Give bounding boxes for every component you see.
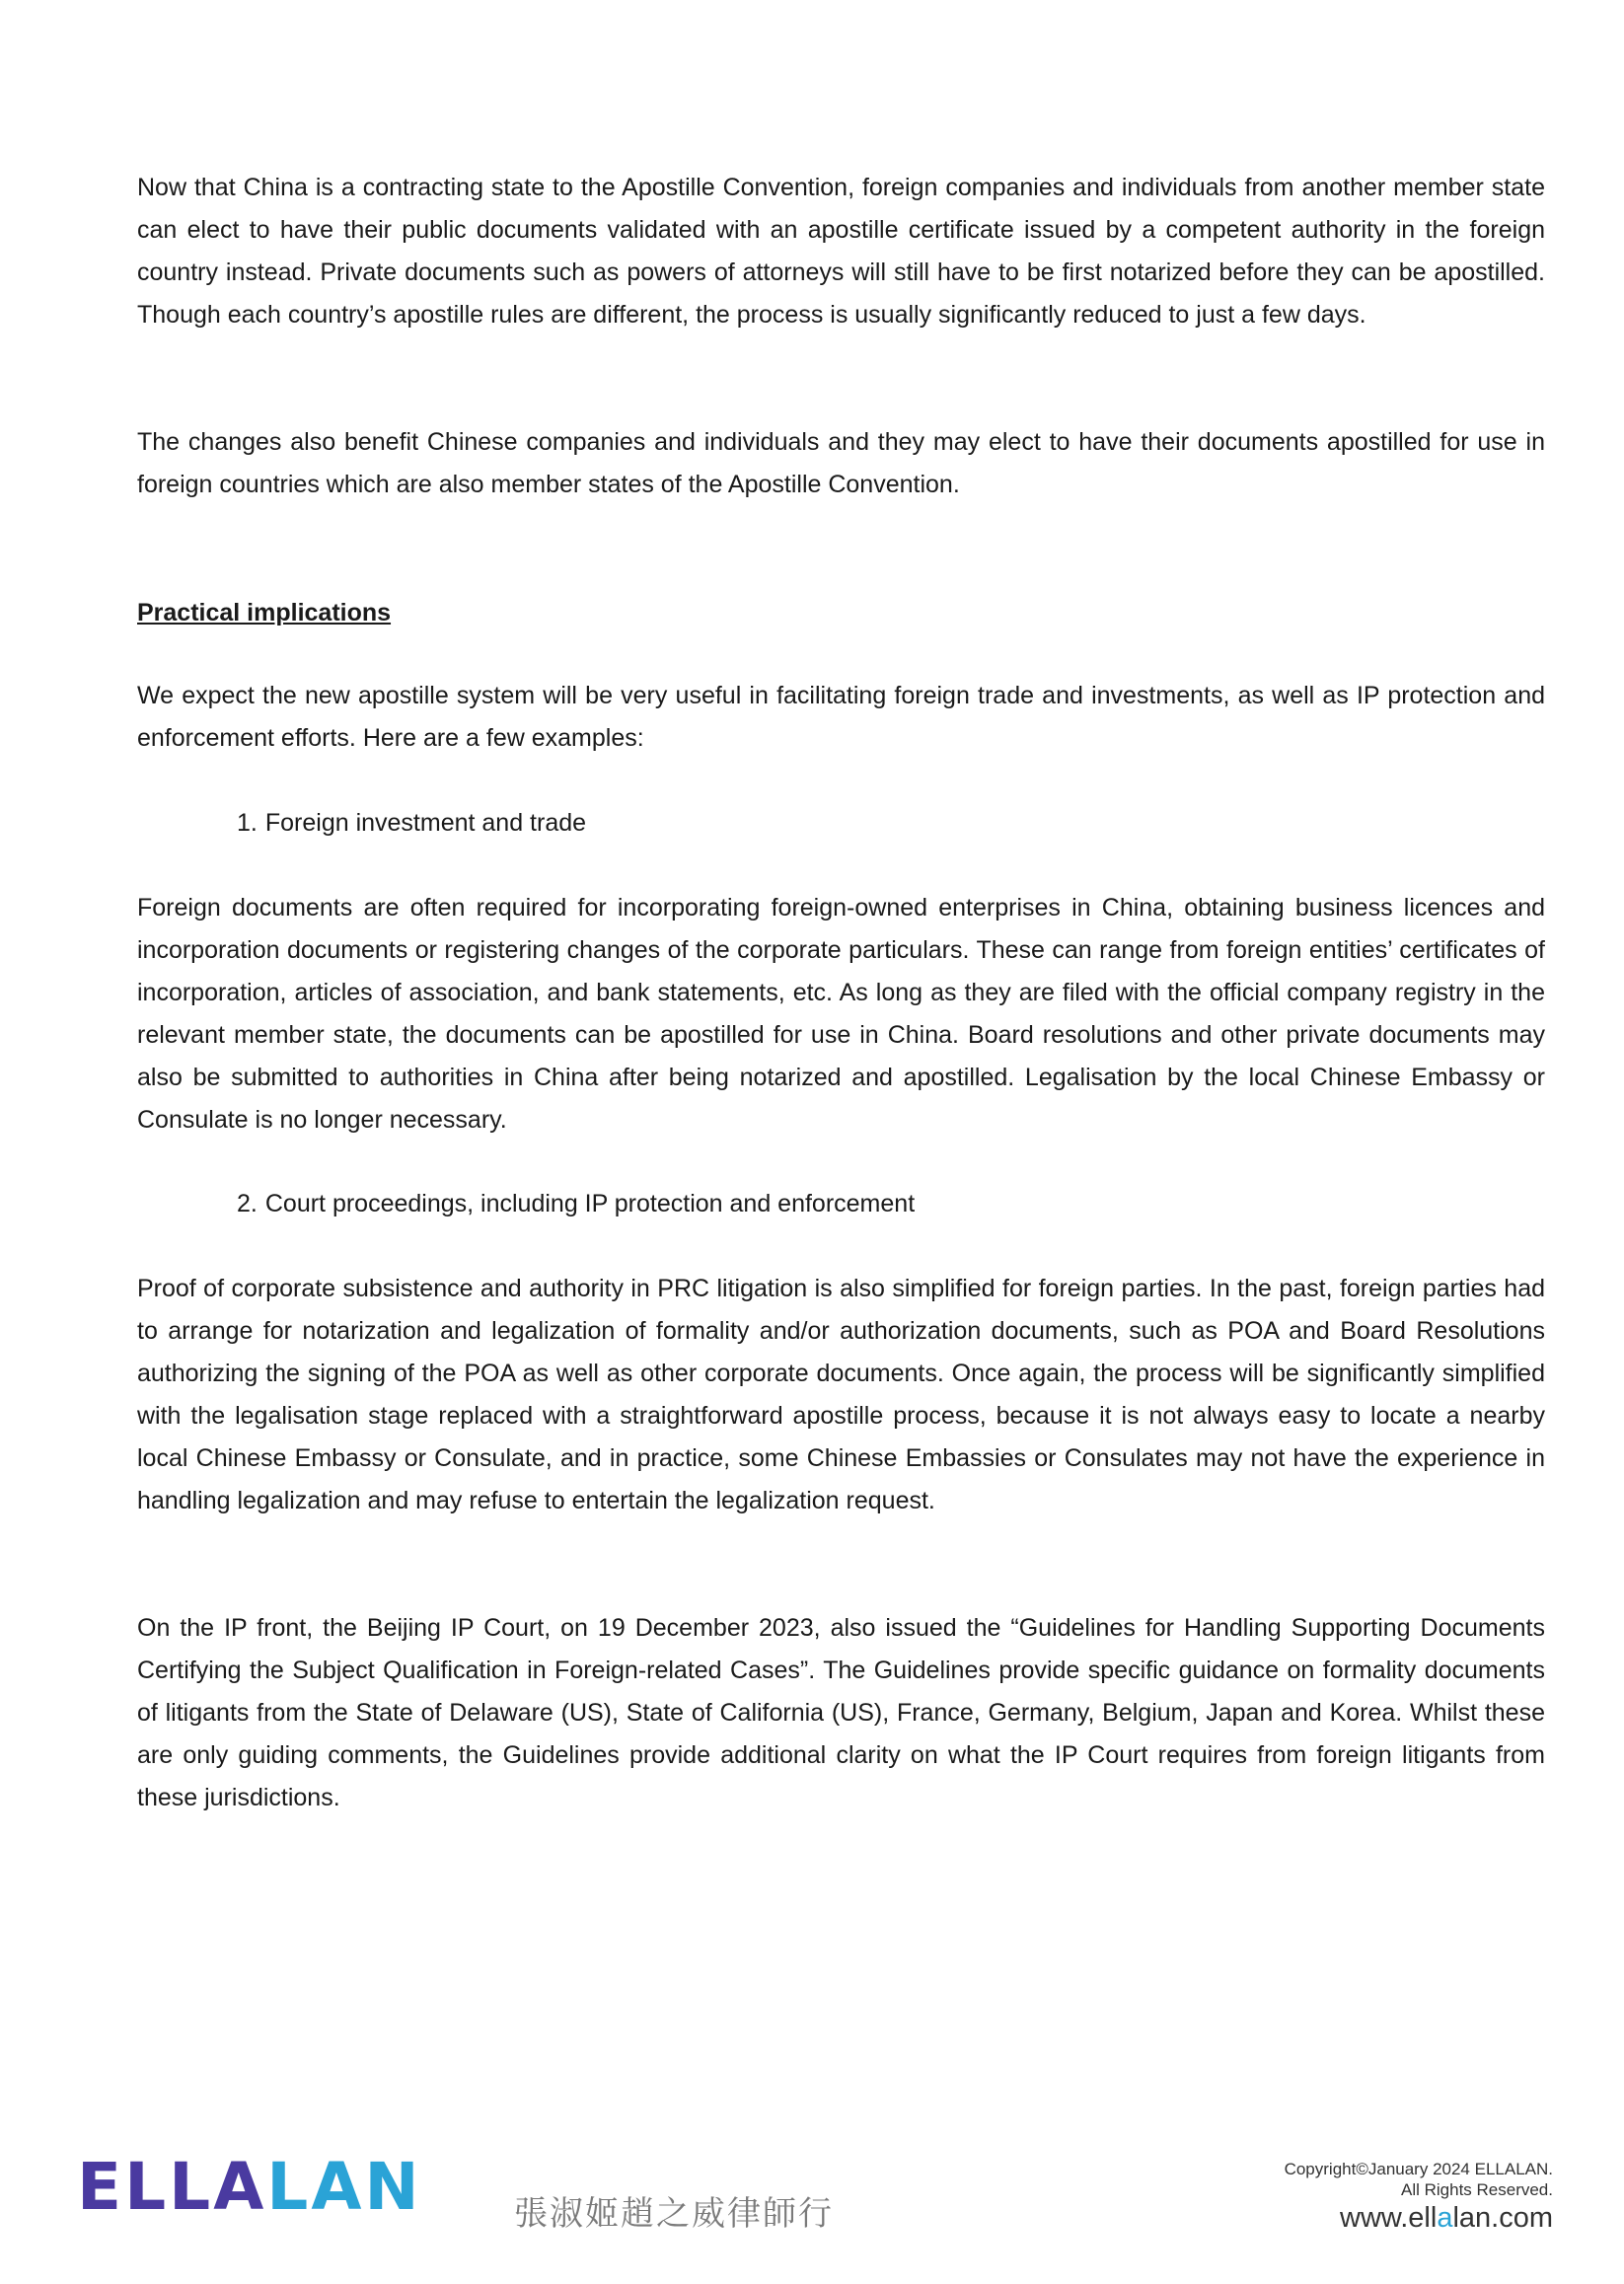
copyright-notice — [1285, 2159, 1553, 2200]
paragraph-foreign-investment: Foreign documents are often required for incorporating foreign-owned enterprises in China, obtaining business licences and incorporation documents or registering changes of the corporate particulars. These can range from foreign entities’ certificates of incorporation, articles of association, and bank statements, etc. As long as they are filed with the official company registry in the relevant member state, the documents can be apostilled for use in China. Board resolutions and other private documents may also be submitted to authorities in China after being notarized and apostilled. Legalisation by the local Chinese Embassy or Consulate is no longer necessary. — [137, 894, 1545, 1134]
paragraph-court-proceedings: Proof of corporate subsistence and authority in PRC litigation is also simplified for foreign parties. In the past, foreign parties had to arrange for notarization and legalization of formality and/or authorization documents, such as POA and Board Resolutions authorizing the signing of the POA as well as other corporate documents. Once again, the process will be significantly simplified with the legalisation stage replaced with a straightforward apostille process, because it is not always easy to locate a nearby local Chinese Embassy or Consulate, and in practice, some Chinese Embassies or Consulates may not have the experience in handling legalization and may refuse to entertain the legalization request. — [137, 1275, 1545, 1514]
list-item-1 — [237, 802, 586, 845]
paragraph-chinese-benefit: The changes also benefit Chinese companies and individuals and they may elect to have their documents apostilled for use in foreign countries which are also member states of the Apostille Convention. — [137, 428, 1545, 498]
list-number: 2. — [237, 1190, 258, 1217]
rights-line: All Rights Reserved. — [1400, 2180, 1553, 2199]
paragraph-ip-front: On the IP front, the Beijing IP Court, on 19 December 2023, also issued the “Guidelines for Handling Supporting Documents Certifying the Subject Qualification in Foreign-related Cases”. The Guidelines provide specific guidance on formality documents of litigants from the State of Delaware (US), State of California (US), France, Germany, Belgium, Japan and Korea. Whilst these are only guiding comments, the Guidelines provide additional clarity on what the IP Court requires from foreign litigants from these jurisdictions. — [137, 1614, 1545, 1811]
paragraph-intro-examples: We expect the new apostille system will be very useful in facilitating foreign trade and investments, as well as IP protection and enforcement efforts. Here are a few examples: — [137, 682, 1545, 752]
section-heading: Practical implications — [137, 599, 392, 626]
logo-wordmark: ELLALAN — [77, 2149, 422, 2225]
logo-chinese-name: 張淑姬趙之威律師行 — [514, 2194, 834, 2234]
ellalan-logo — [77, 2149, 422, 2225]
list-number: 1. — [237, 809, 258, 837]
list-item-2 — [237, 1183, 915, 1225]
list-label: Foreign investment and trade — [264, 809, 587, 837]
copyright-line: Copyright©January 2024 ELLALAN. — [1284, 2160, 1553, 2178]
website-link[interactable]: www.ellalan.com — [1340, 2202, 1553, 2234]
paragraph-apostille-overview: Now that China is a contracting state to the Apostille Convention, foreign companies and individuals from another member state can elect to have their public documents validated with an apostille certificate issued by a competent authority in the foreign country instead. Private documents such as powers of attorneys will still have to be first notarized before they can be apostilled. Though each country’s apostille rules are different, the process is usually significantly reduced to just a few days. — [137, 174, 1545, 329]
list-label: Court proceedings, including IP protection and enforcement — [264, 1190, 916, 1217]
